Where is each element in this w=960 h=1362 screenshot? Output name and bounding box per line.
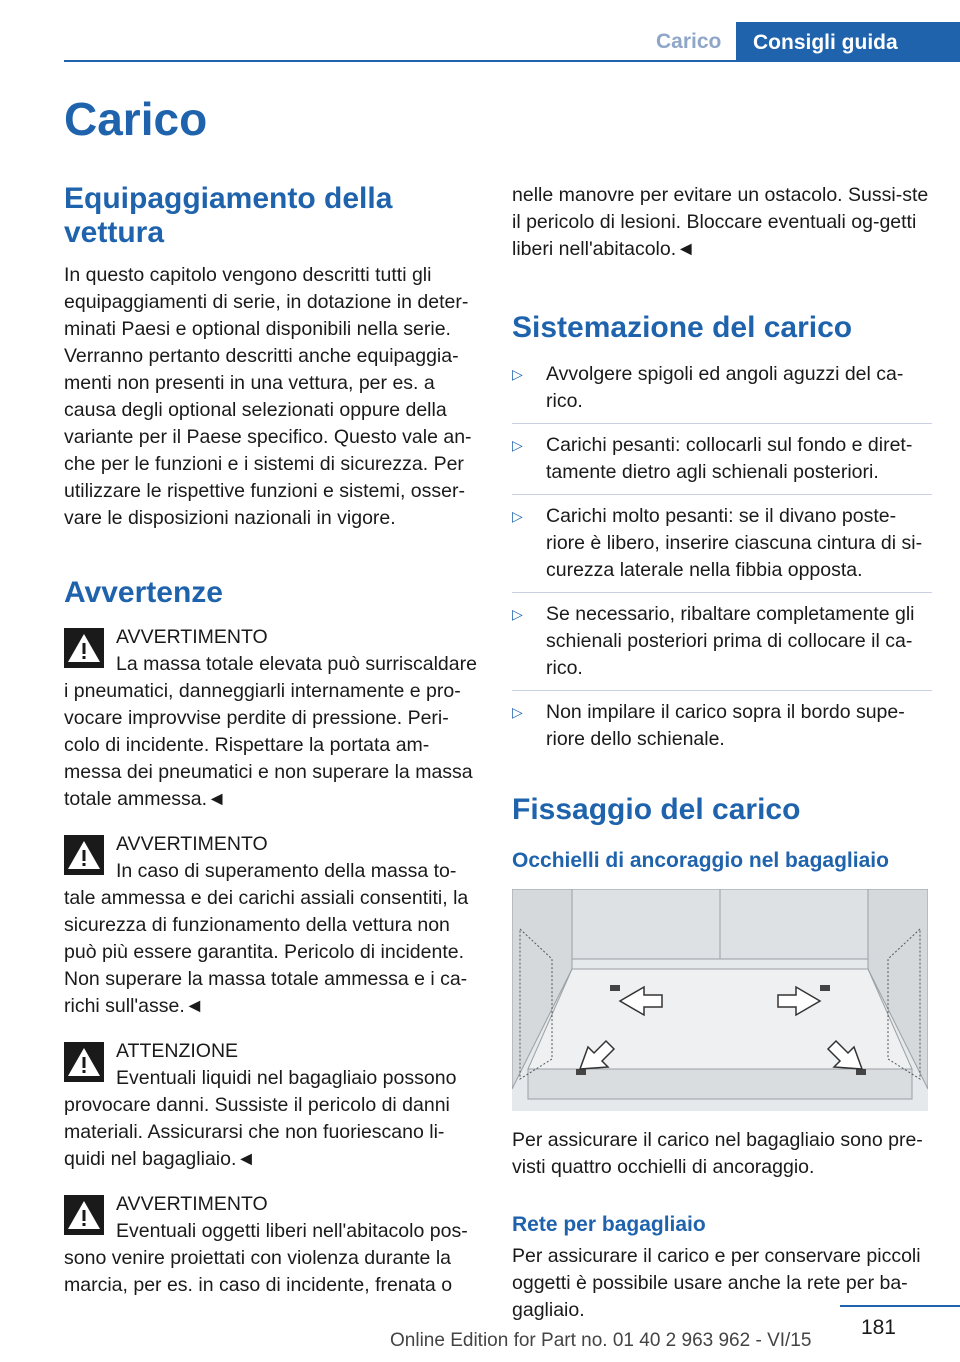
list-item xyxy=(512,503,932,593)
list-item-text: Carichi molto pesanti: se il divano poste-riore è libero, inserire ciascuna cintura di si-curezza laterale nella fibbia opposta. xyxy=(546,505,923,581)
warning-title: AVVERTIMENTO xyxy=(116,626,268,648)
warning-text-continued: sono venire proiettati con violenza durante la marcia, per es. in caso di incidente, frenata o xyxy=(64,1247,453,1296)
trunk-illustration xyxy=(512,889,928,1111)
list-item-text: Carichi pesanti: collocarli sul fondo e diret-tamente dietro agli schienali posteriori. xyxy=(546,434,913,483)
page-number: 181 xyxy=(860,1316,896,1339)
list-item-text: Avvolgere spigoli ed angoli aguzzi del ca-rico. xyxy=(546,363,904,412)
warning-triangle-icon xyxy=(64,835,104,875)
heading-sistemazione: Sistemazione del carico xyxy=(512,311,853,344)
paragraph-continued: nelle manovre per evitare un ostacolo. Sussi-ste il pericolo di lesioni. Bloccare eventuali og-getti liberi nell'abitacolo.◄ xyxy=(512,184,929,260)
warning-block xyxy=(64,1191,480,1299)
warning-triangle-icon xyxy=(64,628,104,668)
list-item xyxy=(512,699,932,761)
warning-block xyxy=(64,1038,480,1173)
paragraph-occhielli: Per assicurare il carico nel bagagliaio sono pre-visti quattro occhielli di ancoraggio. xyxy=(512,1129,923,1178)
warning-block xyxy=(64,624,480,813)
triangle-bullet-icon: ▷ xyxy=(512,606,523,622)
list-item-text: Se necessario, ribaltare completamente gli schienali posteriori prima di collocare il ca-rico. xyxy=(546,603,915,679)
triangle-bullet-icon: ▷ xyxy=(512,704,523,720)
list-item-text: Non impilare il carico sopra il bordo supe-riore dello schienale. xyxy=(546,701,905,750)
paragraph-equipaggiamento: In questo capitolo vengono descritti tutti gli equipaggiamenti di serie, in dotazione in deter-minati Paesi e optional disponibili nella serie. Verranno pertanto descritti anche equipaggia-menti non presenti in una vettura, per es. a causa degli optional selezionati oppure della variante per il Paese specifico. Questo vale an-che per le funzioni e i sistemi di sicurezza. Per utilizzare le rispettive funzioni e sistemi, osser-vare le disposizioni nazionali in vigore. xyxy=(64,264,472,529)
header-section-label: Carico xyxy=(656,30,722,53)
triangle-bullet-icon: ▷ xyxy=(512,366,523,382)
warning-text: Eventuali oggetti liberi nell'abitacolo pos- xyxy=(116,1220,468,1242)
warning-triangle-icon xyxy=(64,1042,104,1082)
warning-title: AVVERTIMENTO xyxy=(116,1193,268,1215)
heading-occhielli: Occhielli di ancoraggio nel bagagliaio xyxy=(512,849,889,872)
triangle-bullet-icon: ▷ xyxy=(512,508,523,524)
list-item xyxy=(512,361,932,424)
warning-text-continued: tale ammessa e dei carichi assiali consentiti, la sicurezza di funzionamento della vettura non può più essere garantita. Pericolo di incidente. Non superare la massa totale ammessa e i ca-richi sull'asse.◄ xyxy=(64,887,469,1017)
warning-title: ATTENZIONE xyxy=(116,1040,239,1062)
list-item xyxy=(512,601,932,691)
list-item xyxy=(512,432,932,495)
warning-text: In caso di superamento della massa to- xyxy=(116,860,457,882)
page-title: Carico xyxy=(64,93,208,145)
trunk-photo xyxy=(512,889,928,1111)
heading-avvertenze: Avvertenze xyxy=(64,576,223,609)
footer-rule xyxy=(840,1305,960,1307)
warning-text-continued: provocare danni. Sussiste il pericolo di danni materiali. Assicurarsi che non fuoriescano li-quidi nel bagagliaio.◄ xyxy=(64,1094,450,1170)
warning-title: AVVERTIMENTO xyxy=(116,833,268,855)
right-column xyxy=(512,182,932,1324)
warning-text-continued: i pneumatici, danneggiarli internamente e pro-vocare improvvise perdite di pressione. Peri-colo di incidente. Rispettare la portata am-messa dei pneumatici e non superare la massa totale ammessa.◄ xyxy=(64,680,473,810)
heading-rete: Rete per bagagliaio xyxy=(512,1213,706,1236)
header-rule xyxy=(64,60,960,62)
left-column xyxy=(64,182,480,1299)
paragraph-rete: Per assicurare il carico e per conservare piccoli oggetti è possibile usare anche la rete per ba-gagliaio. xyxy=(512,1245,921,1321)
warning-text: Eventuali liquidi nel bagagliaio possono xyxy=(116,1067,457,1089)
heading-fissaggio: Fissaggio del carico xyxy=(512,793,801,826)
heading-equipaggiamento: Equipaggiamento della vettura xyxy=(64,182,393,249)
warning-triangle-icon xyxy=(64,1195,104,1235)
warning-text: La massa totale elevata può surriscaldare xyxy=(116,653,477,675)
footer-edition: Online Edition for Part no. 01 40 2 963 962 - VI/15 xyxy=(390,1330,812,1351)
header-chapter-tab: Consigli guida xyxy=(736,22,960,62)
bullet-list xyxy=(512,361,932,761)
warning-block xyxy=(64,831,480,1020)
triangle-bullet-icon: ▷ xyxy=(512,437,523,453)
